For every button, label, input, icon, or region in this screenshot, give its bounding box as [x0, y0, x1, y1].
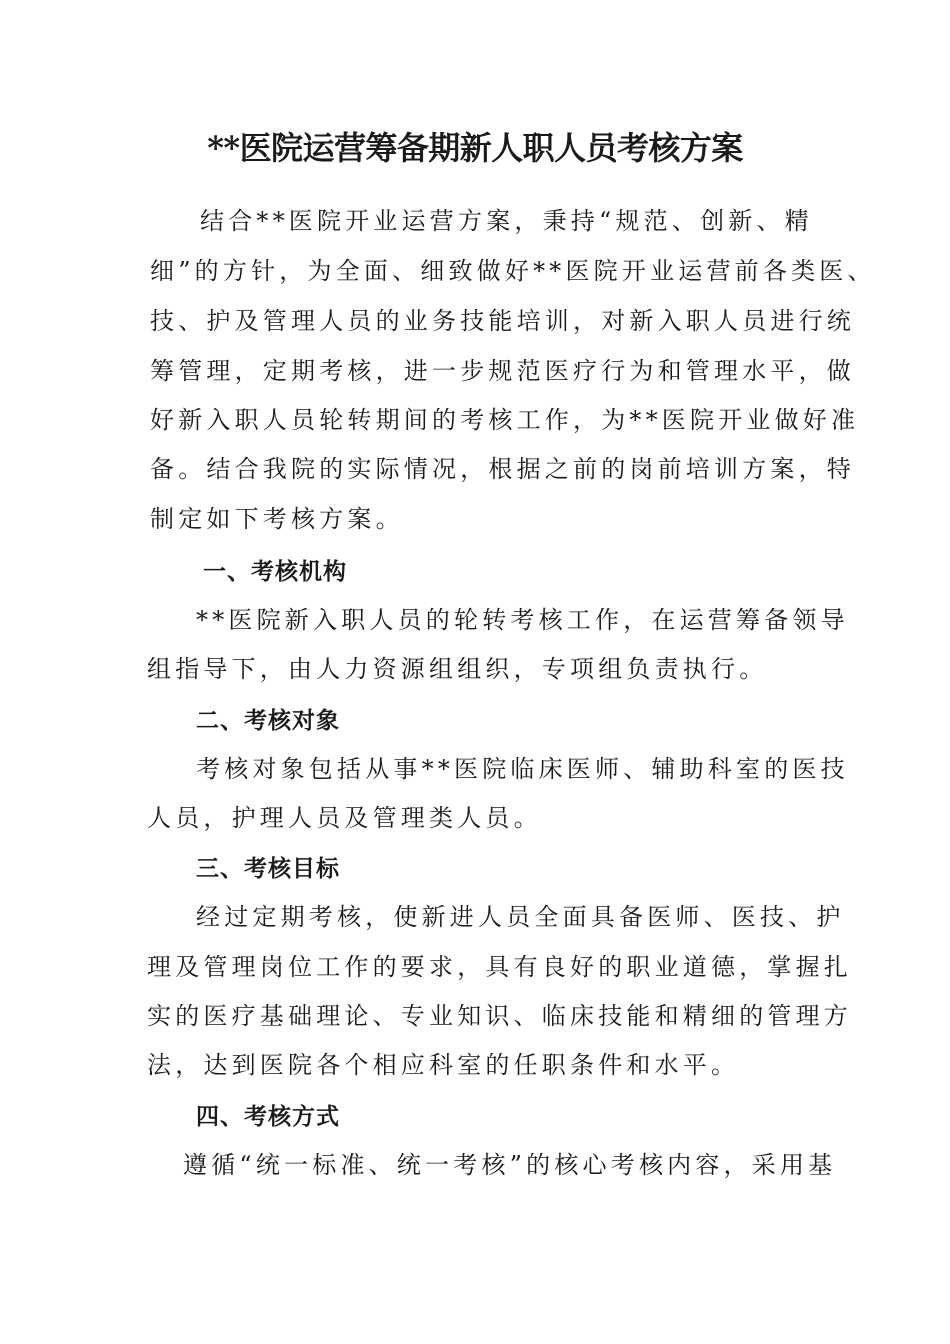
section-heading: 二、考核对象 — [196, 708, 340, 734]
section-heading: 三、考核目标 — [196, 856, 340, 882]
intro-line: 筹管理，定期考核，进一步规范医疗行为和管理水平，做 — [150, 357, 855, 385]
section-line: 组指导下，由人力资源组组织，专项组负责执行。 — [147, 655, 768, 683]
intro-line: 制定如下考核方案。 — [150, 505, 404, 533]
section-line: **医院新入职人员的轮转考核工作，在运营筹备领导 — [196, 606, 849, 634]
section-heading: 四、考核方式 — [196, 1104, 340, 1130]
document-title: **医院运营筹备期新人职人员考核方案 — [207, 129, 743, 167]
intro-line: 细”的方针，为全面、细致做好**医院开业运营前各类医、 — [150, 257, 876, 285]
intro-line: 备。结合我院的实际情况，根据之前的岗前培训方案，特 — [150, 455, 855, 483]
section-line: 理及管理岗位工作的要求，具有良好的职业道德，掌握扎 — [147, 953, 852, 981]
section-line: 考核对象包括从事**医院临床医师、辅助科室的医技 — [196, 755, 849, 783]
intro-line: 技、护及管理人员的业务技能培训，对新入职人员进行统 — [150, 307, 855, 335]
intro-line: 好新入职人员轮转期间的考核工作，为**医院开业做好准 — [150, 406, 860, 434]
section-line: 法，达到医院各个相应科室的任职条件和水平。 — [147, 1051, 740, 1079]
section-line: 经过定期考核，使新进人员全面具备医师、医技、护 — [196, 903, 845, 931]
section-line: 人员，护理人员及管理类人员。 — [147, 804, 542, 832]
section-line: 遵循“统一标准、统一考核”的核心考核内容，采用基 — [183, 1151, 837, 1179]
section-heading: 一、考核机构 — [203, 559, 347, 585]
intro-line: 结合**医院开业运营方案，秉持“规范、创新、精 — [200, 207, 813, 235]
section-line: 实的医疗基础理论、专业知识、临床技能和精细的管理方 — [147, 1002, 852, 1030]
